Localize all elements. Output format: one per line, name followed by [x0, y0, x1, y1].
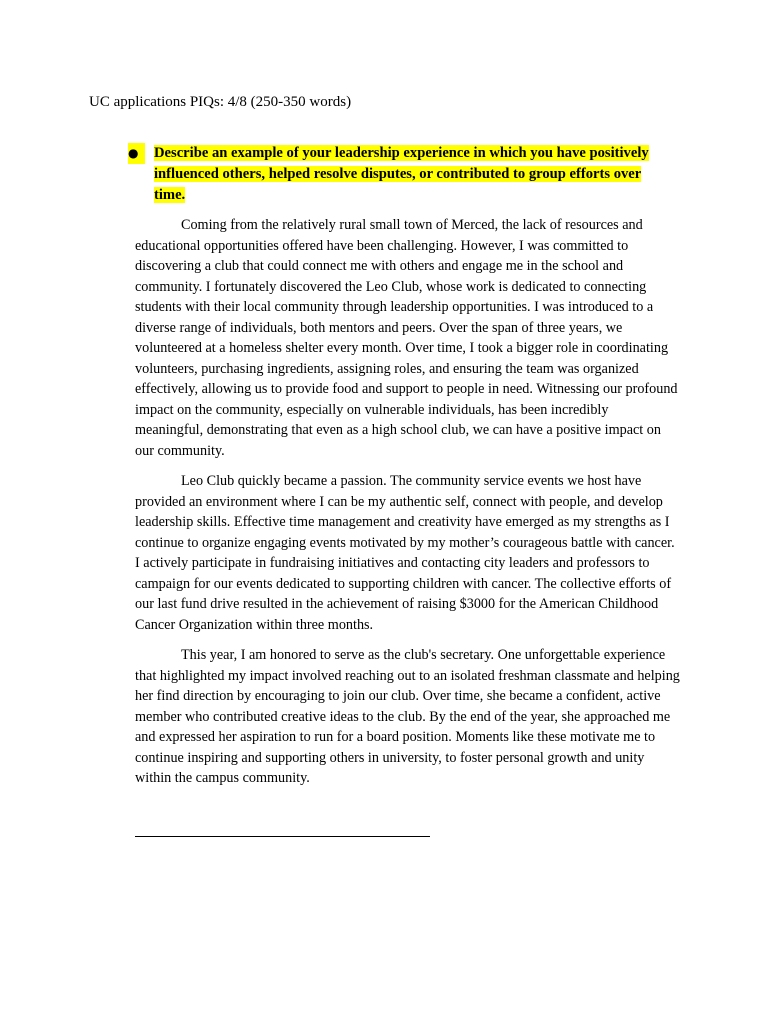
essay-paragraph-3: This year, I am honored to serve as the club's secretary. One unforgettable experience that highlighted my impact involved reaching out to an isolated freshman classmate and helping her find direction by encouraging to join our club. Over time, she became a confident, active member who contributed creative ideas to the club. By the end of the year, she approached me and expressed her aspiration to run for a board position. Moments like these motivate me to continue inspiring and supporting others in university, to foster personal growth and unity within the campus community.: [135, 647, 680, 786]
essay-body: [135, 215, 680, 799]
essay-paragraph-2: Leo Club quickly became a passion. The community service events we host have provided an environment where I can be my authentic self, connect with people, and develop leadership skills. Effective time management and creativity have emerged as my strengths as I continue to organize engaging events motivated by my mother’s courageous battle with cancer. I actively participate in fundraising initiatives and contacting city leaders and professors to campaign for our events dedicated to supporting children with cancer. The collective efforts of our last fund drive resulted in the achievement of raising $3000 for the American Childhood Cancer Organization within three months.: [135, 473, 675, 633]
prompt-bullet-item: [128, 143, 674, 206]
essay-paragraph-1: Coming from the relatively rural small town of Merced, the lack of resources and educational opportunities offered have been challenging. However, I was committed to discovering a club that could connect me with others and engage me in the school and community. I fortunately discovered the Leo Club, whose work is dedicated to connecting students with their local community through leadership opportunities. I was introduced to a diverse range of individuals, both mentors and peers. Over the span of three years, we volunteered at a homeless shelter every month. Over time, I took a bigger role in coordinating volunteers, purchasing ingredients, assigning roles, and ensuring the team was organized effectively, allowing us to provide food and support to people in need. Witnessing our profound impact on the community, especially on vulnerable individuals, has been incredibly meaningful, demonstrating that even as a high school club, we can have a positive impact on our community.: [135, 217, 678, 459]
horizontal-divider: [135, 836, 430, 837]
prompt-text: Describe an example of your leadership experience in which you have positively influenced others, helped resolve disputes, or contributed to group efforts over time.: [154, 145, 649, 203]
bullet-icon: ●: [128, 143, 145, 164]
document-heading: UC applications PIQs: 4/8 (250-350 words): [89, 94, 352, 110]
